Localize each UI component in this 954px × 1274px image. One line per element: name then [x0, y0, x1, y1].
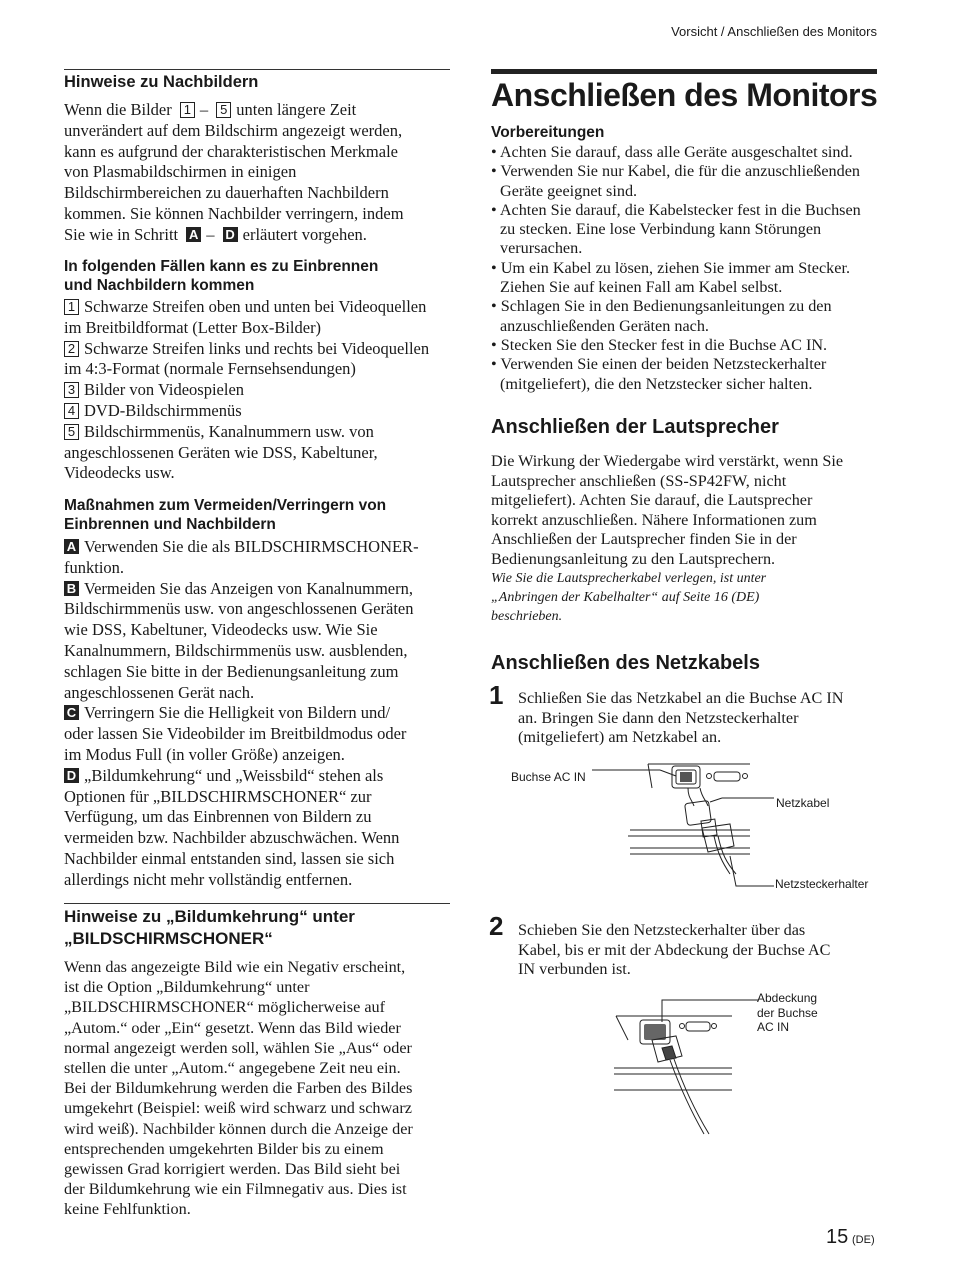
- text: • Stecken Sie den Stecker fest in die Buchse AC IN.: [491, 335, 828, 354]
- title-rule: [491, 69, 877, 74]
- text: angeschlossenen Gerät nach.: [64, 682, 255, 702]
- text-line: Bei der Bildumkehrung werden die Farben des Bildes: [64, 1079, 413, 1098]
- text-line: gewissen Grad korrigiert werden. Das Bild sieht bei: [64, 1160, 401, 1179]
- text: Schwarze Streifen oben und unten bei Videoquellen: [84, 297, 427, 316]
- note-line: Wie Sie die Lautsprecherkabel verlegen, ist unter: [491, 571, 767, 586]
- text: im Modus Full (in voller Größe) anzeigen.: [64, 744, 345, 764]
- letter-box: D: [223, 227, 238, 242]
- label-line: Abdeckung: [757, 991, 818, 1005]
- text-line: entsprechenden umgekehrten Bilder bis zu einem: [64, 1139, 384, 1158]
- bullet-item: [491, 355, 879, 394]
- text-line: Lautsprecher anschließen (SS-SP42FW, nicht: [491, 471, 787, 490]
- list-einbrennen: [64, 297, 450, 484]
- text: allerdings nicht mehr vollständig entfernen.: [64, 869, 353, 889]
- step-number: 1: [489, 680, 504, 710]
- list-item-d: [64, 766, 450, 891]
- text: Verringern Sie die Helligkeit von Bildern und/: [84, 703, 391, 723]
- text-line: Wenn das angezeigte Bild wie ein Negativ erscheint,: [64, 958, 406, 976]
- text: Kanalnummern, Bildschirmmenüs usw. ausblenden,: [64, 640, 408, 660]
- page-suffix: (DE): [852, 1234, 875, 1246]
- heading-netzkabel: Anschließen des Netzkabels: [491, 652, 760, 674]
- text: erläutert vorgehen.: [242, 224, 367, 244]
- text-line: Bedienungsanleitung zu den Lautsprechern.: [491, 549, 776, 568]
- heading-einbrennen: [64, 257, 450, 295]
- text: • Achten Sie darauf, die Kabelstecker fest in die Buchsen: [491, 200, 861, 219]
- text: oder lassen Sie Videobilder im Breitbildmodus oder: [64, 724, 407, 744]
- label-buchse-ac-in: Buchse AC IN: [511, 770, 586, 784]
- text-line: IN verbunden ist.: [518, 960, 631, 978]
- label-line: der Buchse: [757, 1005, 818, 1020]
- heading-vorbereitungen: Vorbereitungen: [491, 124, 605, 141]
- note-line: „Anbringen der Kabelhalter“ auf Seite 16 (DE): [491, 590, 760, 605]
- list-massnahmen: [64, 537, 450, 891]
- letter-box: C: [64, 705, 79, 720]
- text: • Um ein Kabel zu lösen, ziehen Sie immer am Stecker.: [491, 258, 850, 277]
- figure-holder-slide: [612, 996, 762, 1136]
- text-line: „Autom.“ oder „Ein“ gesetzt. Wenn das Bild wieder: [64, 1018, 401, 1037]
- label-line: AC IN: [757, 1020, 790, 1034]
- text: Sie wie in Schritt: [64, 224, 179, 244]
- text-line: Bildschirmbereichen zu dauerhaften Nachbildern: [64, 183, 389, 203]
- text-line: ist die Option „Bildumkehrung“ unter: [64, 978, 310, 997]
- heading-line: „BILDSCHIRMSCHONER“: [64, 929, 273, 948]
- heading-line: Hinweise zu „Bildumkehrung“ unter: [64, 907, 355, 926]
- step-2-text: [518, 921, 878, 980]
- text: Verfügung, um das Einbrennen von Bildern zu: [64, 807, 372, 827]
- text-line: mitgeliefert). Achten Sie darauf, die Lautsprecher: [491, 491, 813, 509]
- text-line: Die Wirkung der Wiedergabe wird verstärkt, wenn Sie: [491, 452, 844, 470]
- heading-bildumkehrung: [64, 906, 450, 950]
- text-line: kommen. Sie können Nachbilder verringern, indem: [64, 203, 404, 223]
- bullet-item: [491, 297, 879, 336]
- list-vorbereitungen: [491, 143, 879, 394]
- page-title: Anschließen des Monitors: [491, 77, 878, 113]
- text: • Verwenden Sie nur Kabel, die für die anzuschließenden: [491, 162, 861, 181]
- step-1-text: [518, 689, 878, 748]
- text: Bilder von Videospielen: [84, 380, 245, 400]
- paragraph-lautsprecher: [491, 452, 879, 626]
- text: funktion.: [64, 557, 125, 577]
- number-box: 5: [216, 102, 231, 118]
- text-line: Schließen Sie das Netzkabel an die Buchse AC IN: [518, 689, 844, 707]
- text-line: Kabel, bis er mit der Abdeckung der Buchse AC: [518, 940, 831, 959]
- list-item-a: [64, 537, 450, 579]
- text-line: stellen die unter „Autom.“ angegebene Zeit neu ein.: [64, 1059, 401, 1078]
- text-line: keine Fehlfunktion.: [64, 1200, 191, 1219]
- step-number: 2: [489, 911, 504, 941]
- section-rule: [64, 69, 450, 70]
- text: Schwarze Streifen links und rechts bei Videoquellen: [84, 338, 430, 358]
- heading-line: Einbrennen und Nachbildern: [64, 516, 276, 533]
- text-line: unverändert auf dem Bildschirm angezeigt werden,: [64, 120, 403, 140]
- text: im Breitbildformat (Letter Box-Bilder): [64, 317, 322, 337]
- label-abdeckung: [757, 991, 818, 1035]
- page-number: 15: [826, 1226, 849, 1248]
- text: Vermeiden Sie das Anzeigen von Kanalnummern,: [84, 578, 413, 598]
- text: Bildschirmmenüs, Kanalnummern usw. von: [84, 421, 374, 441]
- text-line: umgekehrt (Beispiel: weiß wird schwarz und schwarz: [64, 1099, 412, 1118]
- number-box: 3: [64, 382, 79, 398]
- list-item: [64, 339, 450, 381]
- text-line: Anschließen der Lautsprecher finden Sie in der: [491, 530, 797, 548]
- text: im 4:3-Format (normale Fernsehsendungen): [64, 359, 356, 379]
- text: Wenn die Bilder: [64, 100, 172, 119]
- text: • Schlagen Sie in den Bedienungsanleitungen zu den: [491, 297, 832, 316]
- heading-nachbilder: Hinweise zu Nachbildern: [64, 73, 259, 91]
- text-line: kann es aufgrund der charakteristischen Merkmale: [64, 141, 398, 161]
- text: Verwenden Sie die als BILDSCHIRMSCHONER-: [84, 537, 419, 556]
- text-line: der Bildumkehrung wie ein Filmnegativ aus. Dies ist: [64, 1180, 407, 1199]
- letter-box: D: [64, 768, 79, 783]
- bullet-item: [491, 143, 879, 162]
- heading-line: Maßnahmen zum Vermeiden/Verringern von: [64, 497, 387, 514]
- letter-box: A: [64, 539, 79, 554]
- number-box: 1: [180, 102, 195, 118]
- number-box: 1: [64, 299, 79, 315]
- list-item: [64, 297, 450, 339]
- text: zu stecken. Eine lose Verbindung kann Störungen: [500, 220, 822, 239]
- text: Optionen für „BILDSCHIRMSCHONER“ zur: [64, 786, 372, 806]
- figure-ac-in-connection: [590, 758, 780, 890]
- number-box: 2: [64, 341, 79, 357]
- paragraph-nachbilder: [64, 100, 450, 246]
- bullet-item: [491, 201, 879, 259]
- text: Ziehen Sie auf keinen Fall am Kabel selbst.: [500, 278, 783, 297]
- text: vermeiden bzw. Nachbilder abzuschwächen. Wenn: [64, 828, 400, 848]
- running-header: Vorsicht / Anschließen des Monitors: [671, 24, 877, 39]
- text: • Achten Sie darauf, dass alle Geräte ausgeschaltet sind.: [491, 143, 853, 161]
- number-box: 4: [64, 403, 79, 419]
- text-line: (mitgeliefert) am Netzkabel an.: [518, 728, 722, 746]
- text-line: Schieben Sie den Netzsteckerhalter über das: [518, 921, 806, 939]
- text-line: an. Bringen Sie dann den Netzsteckerhalter: [518, 708, 799, 727]
- text: schlagen Sie bitte in der Bedienungsanleitung zum: [64, 661, 399, 681]
- heading-line: und Nachbildern kommen: [64, 277, 255, 294]
- note-line: beschrieben.: [491, 609, 563, 624]
- list-item: [64, 422, 450, 484]
- list-item-c: [64, 703, 450, 765]
- list-item: [64, 401, 450, 422]
- text: (mitgeliefert), die den Netzstecker sicher halten.: [500, 374, 813, 393]
- section-rule: [64, 903, 450, 904]
- number-box: 5: [64, 424, 79, 440]
- bullet-item: [491, 259, 879, 298]
- list-item: [64, 380, 450, 401]
- text-line: wird weiß). Nachbilder können durch die Anzeige der: [64, 1119, 413, 1138]
- text: Nachbilder einmal entstanden sind, lassen sie sich: [64, 848, 395, 868]
- paragraph-bildumkehrung: [64, 957, 450, 1220]
- text-line: „BILDSCHIRMSCHONER“ möglicherweise auf: [64, 998, 386, 1017]
- text: verursachen.: [500, 239, 583, 258]
- text: Bildschirmmenüs usw. von angeschlossenen Geräten: [64, 599, 414, 619]
- heading-massnahmen: [64, 496, 450, 534]
- list-item-b: [64, 579, 450, 704]
- text: angeschlossenen Geräten wie DSS, Kabeltuner,: [64, 442, 378, 462]
- letter-box: A: [186, 227, 201, 242]
- text-line: von Plasmabildschirmen in einigen: [64, 162, 297, 182]
- text: DVD-Bildschirmmenüs: [84, 400, 242, 420]
- heading-line: In folgenden Fällen kann es zu Einbrennen: [64, 258, 379, 275]
- text-line: korrekt anzuschließen. Nähere Informationen zum: [491, 510, 817, 529]
- bullet-item: [491, 162, 879, 201]
- text: Geräte geeignet sind.: [500, 181, 638, 200]
- text: wie DSS, Kabeltuner, Videodecks usw. Wie Sie: [64, 620, 378, 640]
- text: unten längere Zeit: [236, 100, 357, 119]
- letter-box: B: [64, 581, 79, 596]
- dash: –: [206, 224, 215, 244]
- bullet-item: [491, 336, 879, 355]
- text: Videodecks usw.: [64, 463, 175, 483]
- text: „Bildumkehrung“ und „Weissbild“ stehen als: [84, 765, 384, 785]
- label-netzkabel: Netzkabel: [776, 796, 830, 810]
- text: • Verwenden Sie einen der beiden Netzsteckerhalter: [491, 355, 827, 374]
- label-netzsteckerhalter: Netzsteckerhalter: [775, 877, 869, 891]
- text-line: normal angezeigt werden soll, wählen Sie „Aus“ oder: [64, 1038, 412, 1057]
- dash: –: [199, 100, 209, 119]
- text: anzuschließenden Geräten nach.: [500, 316, 709, 335]
- heading-lautsprecher: Anschließen der Lautsprecher: [491, 416, 779, 438]
